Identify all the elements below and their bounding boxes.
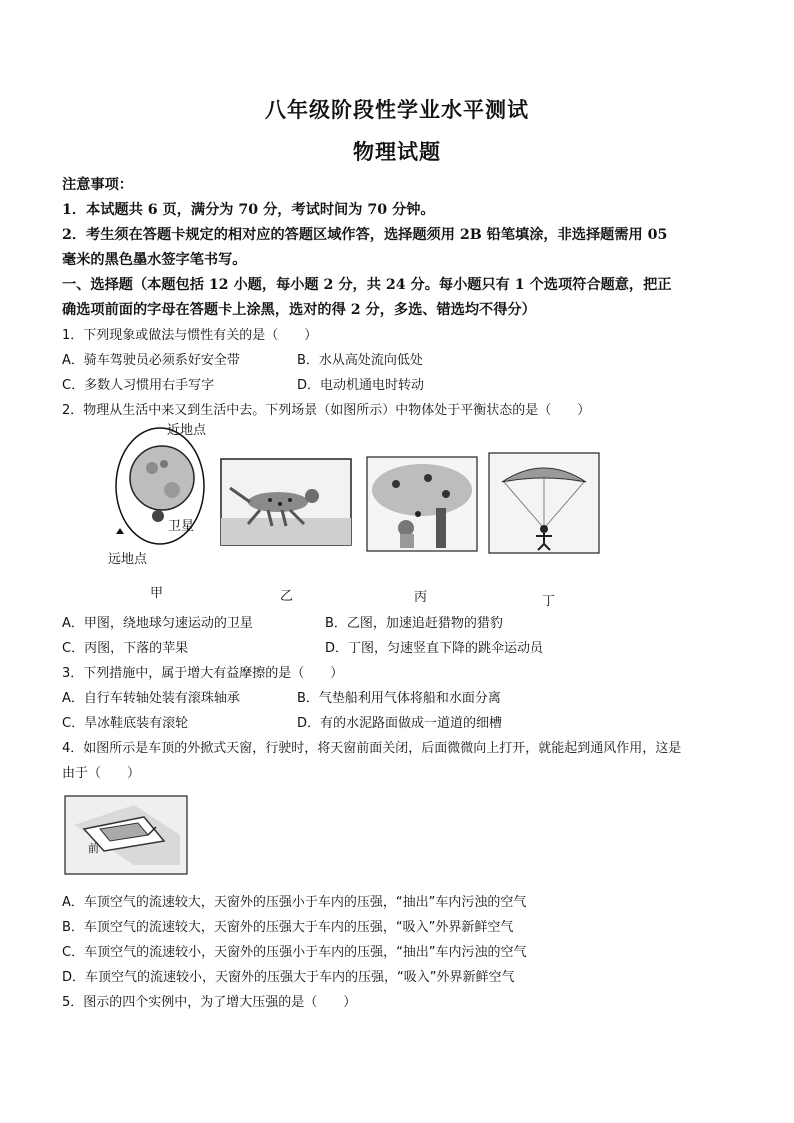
q1-stem: 1．下列现象或做法与惯性有关的是（ ）: [62, 328, 318, 343]
q3-option-b: B．气垫船利用气体将船和水面分离: [297, 691, 501, 706]
q2-option-b: B．乙图，加速追赶猎物的猎豹: [325, 616, 503, 631]
fig-label-apogee: 远地点: [108, 552, 148, 567]
section-1-line-2: 确选项前面的字母在答题卡上涂黑，选对的得 2 分，多选、错选均不得分）: [62, 302, 536, 318]
section-1-line-1: 一、选择题（本题包括 12 小题，每小题 2 分，共 24 分。每小题只有 1 个选项符合题意，把正: [62, 277, 672, 293]
q4-stem-line-1: 4．如图所示是车顶的外掀式天窗，行驶时，将天窗前面关闭，后面微微向上打开，就能起到通风作用，这是: [62, 741, 682, 756]
q4-option-a: A．车顶空气的流速较大，天窗外的压强小于车内的压强，“抽出”车内污浊的空气: [62, 895, 527, 910]
q3-option-a: A．自行车转轴处装有滚珠轴承: [62, 691, 240, 706]
fig-label-jia: 甲: [150, 586, 164, 601]
q3-stem: 3．下列措施中，属于增大有益摩擦的是（ ）: [62, 666, 344, 681]
q3-option-c: C．旱冰鞋底装有滚轮: [62, 716, 189, 731]
page-title: 八年级阶段性学业水平测试: [265, 97, 529, 122]
fig-label-yi: 乙: [280, 589, 294, 604]
q4-stem-line-2: 由于（ ）: [62, 766, 141, 781]
q1-option-a: A．骑车驾驶员必须系好安全带: [62, 353, 240, 368]
fig-label-front: 前: [88, 842, 99, 855]
satellite-orbit-figure: [100, 418, 220, 568]
q2-option-d: D．丁图，匀速竖直下降的跳伞运动员: [325, 641, 544, 656]
notes-item-1: 1．本试题共 6 页，满分为 70 分，考试时间为 70 分钟。: [62, 202, 435, 218]
q2-option-a: A．甲图，绕地球匀速运动的卫星: [62, 616, 253, 631]
fig-label-satellite: 卫星: [168, 519, 195, 534]
q4-option-d: D．车顶空气的流速较小，天窗外的压强大于车内的压强，“吸入”外界新鲜空气: [62, 970, 515, 985]
q1-option-d: D．电动机通电时转动: [297, 378, 425, 393]
notes-item-2-line-2: 毫米的黑色墨水签字笔书写。: [62, 252, 247, 268]
cheetah-figure: [220, 458, 352, 546]
fig-label-perigee: 近地点: [167, 423, 207, 438]
q1-option-b: B．水从高处流向低处: [297, 353, 423, 368]
q3-option-d: D．有的水泥路面做成一道道的细槽: [297, 716, 503, 731]
q2-stem: 2．物理从生活中来又到生活中去。下列场景（如图所示）中物体处于平衡状态的是（ ）: [62, 403, 591, 418]
fig-label-bing: 丙: [414, 590, 428, 605]
parachute-figure: [488, 452, 600, 554]
q4-option-b: B．车顶空气的流速较大，天窗外的压强大于车内的压强，“吸入”外界新鲜空气: [62, 920, 514, 935]
page-subtitle: 物理试题: [353, 139, 441, 164]
q4-option-c: C．车顶空气的流速较小，天窗外的压强小于车内的压强，“抽出”车内污浊的空气: [62, 945, 527, 960]
fig-label-ding: 丁: [542, 594, 556, 609]
notes-heading: 注意事项：: [62, 177, 133, 193]
q5-stem: 5．图示的四个实例中，为了增大压强的是（ ）: [62, 995, 357, 1010]
q2-option-c: C．丙图，下落的苹果: [62, 641, 189, 656]
q1-option-c: C．多数人习惯用右手写字: [62, 378, 215, 393]
notes-item-2-line-1: 2．考生须在答题卡规定的相对应的答题区域作答，选择题须用 2B 铅笔填涂，非选择题需用 05: [62, 227, 668, 243]
car-sunroof-figure: [64, 795, 188, 875]
apple-tree-figure: [366, 456, 478, 552]
